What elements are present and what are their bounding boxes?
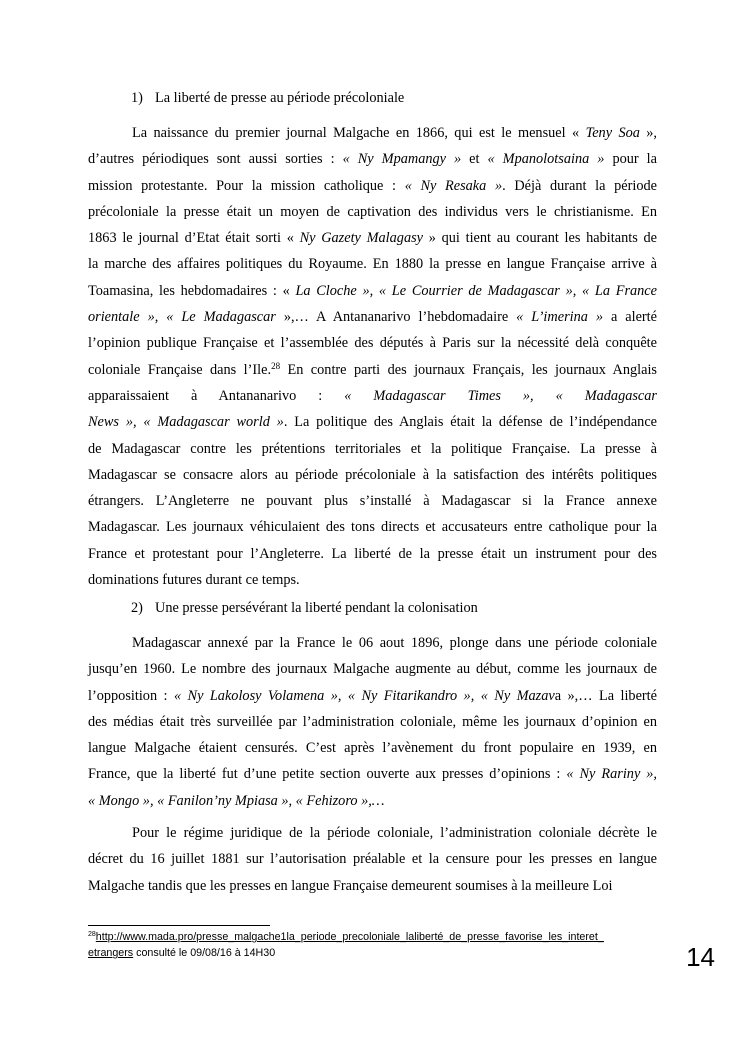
text-line — [88, 567, 657, 593]
italic-title: « Ny Mpamangy » — [342, 151, 462, 168]
text-run: l’opposition : — [88, 687, 174, 704]
italic-title: Ny Gazety Malagasy — [299, 230, 424, 247]
italic-title: « L’imerina » — [516, 309, 603, 326]
text-run: apparaissaient à Antananarivo : — [88, 387, 345, 404]
text-line — [88, 656, 657, 682]
section-2-title: Une presse persévérant la liberté pendant la colonisation — [155, 600, 478, 616]
text-line — [88, 788, 657, 814]
text-run: », — [639, 125, 658, 141]
text-run: France et protestant pour l’Angleterre. La liberté de la presse était un instrument pour des — [88, 545, 657, 562]
text-line — [88, 225, 657, 251]
text-run: Malgache tandis que les presses en langue Française demeurent soumises à la meilleure Loi — [88, 877, 613, 894]
text-line — [88, 820, 657, 846]
text-line — [88, 683, 657, 709]
section-1-paragraph — [88, 120, 657, 593]
text-line — [88, 630, 657, 656]
text-run: Madagascar se consacre alors au période précoloniale à la satisfaction des intérêts politiques — [88, 466, 657, 483]
text-run: langue Malgache étaient censurés. C’est après l’avènement du front populaire en 1939, en — [88, 740, 657, 757]
text-run: l’opinion publique Française et l’assemblée des députés à Paris sur la nécessité delà conquête — [88, 335, 657, 352]
italic-title: orientale », « Le Madagascar — [88, 309, 276, 326]
text-run: de Madagascar contre les prétentions territoriales et la politique Française. La presse à — [88, 440, 657, 457]
text-line — [88, 278, 657, 304]
text-run: » qui tient au courant les habitants de — [423, 230, 657, 247]
italic-title: La Cloche », « Le Courrier de Madagascar », « La France — [295, 282, 657, 299]
footnote — [88, 929, 663, 961]
italic-title: « Mpanolotsaina » — [487, 151, 605, 168]
text-line — [88, 304, 657, 330]
italic-title: « Mongo », « Fanilon’ny Mpiasa », « Fehizoro »,… — [88, 792, 385, 809]
section-2-number: 2) — [131, 600, 143, 616]
text-run: des médias était très surveillée par l’administration coloniale, même les journaux d’opinion en — [88, 713, 657, 730]
section-2-paragraph-2 — [88, 820, 657, 899]
footnote-consulted-date: consulté le 09/08/16 à 14H30 — [133, 947, 276, 959]
text-line — [88, 383, 657, 409]
text-run: précoloniale la presse était un moyen de captivation des individus vers le christianisme. En — [88, 203, 657, 220]
section-1-title: La liberté de presse au période précoloniale — [155, 90, 405, 106]
italic-title: Teny Soa — [585, 125, 640, 141]
text-line — [88, 199, 657, 225]
footnote-separator — [88, 925, 270, 926]
italic-title: « Ny Resaka » — [404, 177, 503, 194]
text-line — [88, 846, 657, 872]
text-run: et — [461, 151, 488, 168]
text-run: La naissance du premier journal Malgache en 1866, qui est le mensuel « — [132, 125, 586, 141]
footnote-link-continued[interactable]: etrangers — [88, 947, 134, 959]
text-line — [88, 173, 657, 199]
text-run: Madagascar. Les journaux véhiculaient des tons directs et accusateurs entre catholique pour la — [88, 519, 657, 536]
text-line — [88, 251, 657, 277]
text-run: d’autres périodiques sont aussi sorties : — [88, 151, 343, 168]
footnote-reference: 28 — [271, 360, 281, 371]
text-run: décret du 16 juillet 1881 sur l’autorisation préalable et la censure pour les presses en langue — [88, 851, 657, 868]
text-line — [88, 409, 657, 435]
text-line — [88, 541, 657, 567]
text-run: dominations futures durant ce temps. — [88, 572, 300, 589]
section-1-number: 1) — [131, 90, 143, 106]
text-line — [88, 735, 657, 761]
section-2-heading — [131, 598, 478, 618]
text-run: jusqu’en 1960. Le nombre des journaux Malgache augmente au début, comme les journaux de — [88, 661, 657, 678]
text-line — [88, 436, 657, 462]
text-line — [88, 873, 657, 899]
text-run: a alerté — [603, 309, 657, 326]
text-run: Toamasina, les hebdomadaires : « — [88, 282, 296, 299]
text-line — [88, 330, 657, 356]
text-line — [88, 709, 657, 735]
text-run: En contre parti des journaux Français, les journaux Anglais — [280, 361, 657, 378]
page-number: 14 — [686, 942, 715, 972]
text-run: »,… A Antananarivo l’hebdomadaire — [275, 309, 517, 326]
text-line — [88, 488, 657, 514]
italic-title: « Ny Rariny », — [566, 766, 657, 783]
text-run: la marche des affaires politiques du Royaume. En 1880 la presse en langue Française arrive à — [88, 256, 657, 273]
text-run: pour la — [604, 151, 657, 168]
footnote-link[interactable]: http://www.mada.pro/presse_malgache1la_periode_precoloniale_laliberté_de_presse_favorise_les_interet_ — [95, 931, 604, 943]
text-run: . Déjà durant la période — [502, 177, 657, 194]
text-line — [88, 761, 657, 787]
text-run: . La politique des Anglais était la défense de l’indépendance — [283, 414, 658, 431]
footnote-marker: 28 — [88, 931, 96, 938]
text-line — [88, 514, 657, 540]
text-run: coloniale Française dans l’Ile. — [88, 361, 272, 378]
text-line — [88, 462, 657, 488]
text-run: étrangers. L’Angleterre ne pouvant plus s’installé à Madagascar si la France annexe — [88, 493, 657, 510]
text-run: Madagascar annexé par la France le 06 aout 1896, plonge dans une période coloniale — [132, 635, 657, 651]
italic-title: « Ny Lakolosy Volamena », « Ny Fitarikandro », « Ny Mazav — [173, 687, 555, 704]
italic-title: News », « Madagascar world » — [88, 414, 284, 431]
text-line — [88, 120, 657, 146]
text-run: France, que la liberté fut d’une petite section ouverte aux presses d’opinions : — [88, 766, 567, 783]
text-run: 1863 le journal d’Etat était sorti « — [88, 230, 300, 247]
section-2-paragraph-1 — [88, 630, 657, 814]
section-1-heading — [131, 88, 404, 108]
text-run: Pour le régime juridique de la période coloniale, l’administration coloniale décrète le — [132, 825, 657, 841]
text-run: a »,… La liberté — [554, 687, 657, 704]
italic-title: « Madagascar Times », « Madagascar — [344, 387, 657, 404]
text-line — [88, 357, 657, 383]
text-run: mission protestante. Pour la mission catholique : — [88, 177, 405, 194]
text-line — [88, 146, 657, 172]
